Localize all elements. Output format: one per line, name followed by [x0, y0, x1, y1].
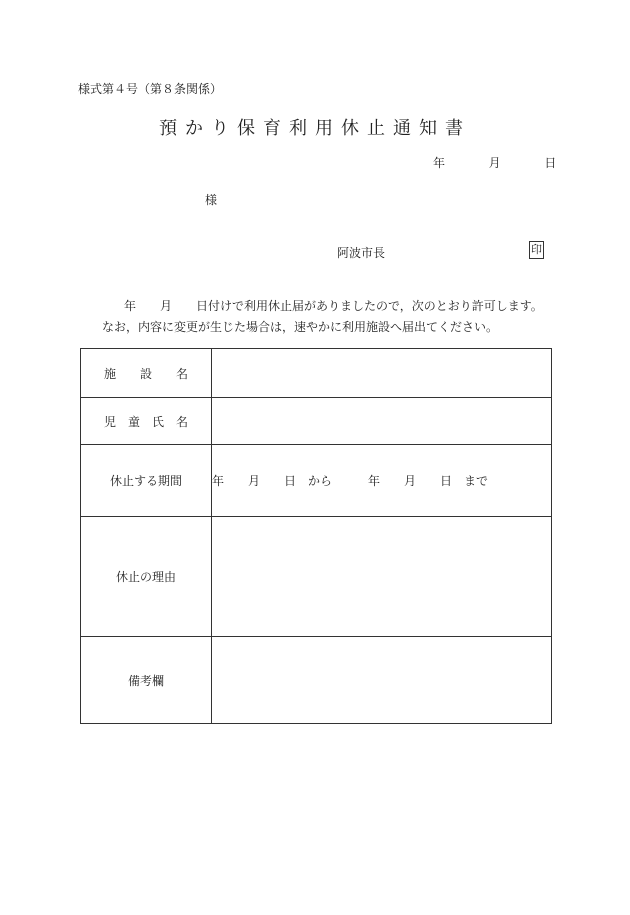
- month-label: 月: [488, 156, 501, 170]
- issue-date: [433, 154, 556, 171]
- issuer-name: 阿波市長: [337, 246, 386, 260]
- table-row: [81, 517, 552, 637]
- suspension-reason-field[interactable]: [212, 517, 552, 637]
- table-row: [81, 349, 552, 398]
- facility-name-label: 施 設 名: [81, 349, 212, 398]
- form-number: 様式第４号（第８条関係）: [78, 82, 223, 96]
- child-name-label: 児 童 氏 名: [81, 398, 212, 445]
- suspension-period-label: 休止する期間: [81, 445, 212, 517]
- suspension-period-field[interactable]: 年 月 日 から 年 月 日 まで: [212, 445, 552, 517]
- day-label: 日: [544, 156, 557, 170]
- document-title: 預かり保育利用休止通知書: [159, 118, 471, 139]
- body-text-line-1: 年 月 日付けで利用休止届がありましたので，次のとおり許可します。: [124, 299, 543, 313]
- suspension-reason-label: 休止の理由: [81, 517, 212, 637]
- seal-mark: 印: [529, 241, 544, 259]
- details-table: [80, 348, 552, 724]
- year-label: 年: [433, 156, 446, 170]
- table-row: [81, 398, 552, 445]
- facility-name-field[interactable]: [212, 349, 552, 398]
- addressee-suffix: 様: [205, 193, 218, 207]
- remarks-field[interactable]: [212, 637, 552, 724]
- table-row: [81, 445, 552, 517]
- child-name-field[interactable]: [212, 398, 552, 445]
- body-text-line-2: なお，内容に変更が生じた場合は，速やかに利用施設へ届出てください。: [102, 320, 499, 334]
- table-row: [81, 637, 552, 724]
- remarks-label: 備考欄: [81, 637, 212, 724]
